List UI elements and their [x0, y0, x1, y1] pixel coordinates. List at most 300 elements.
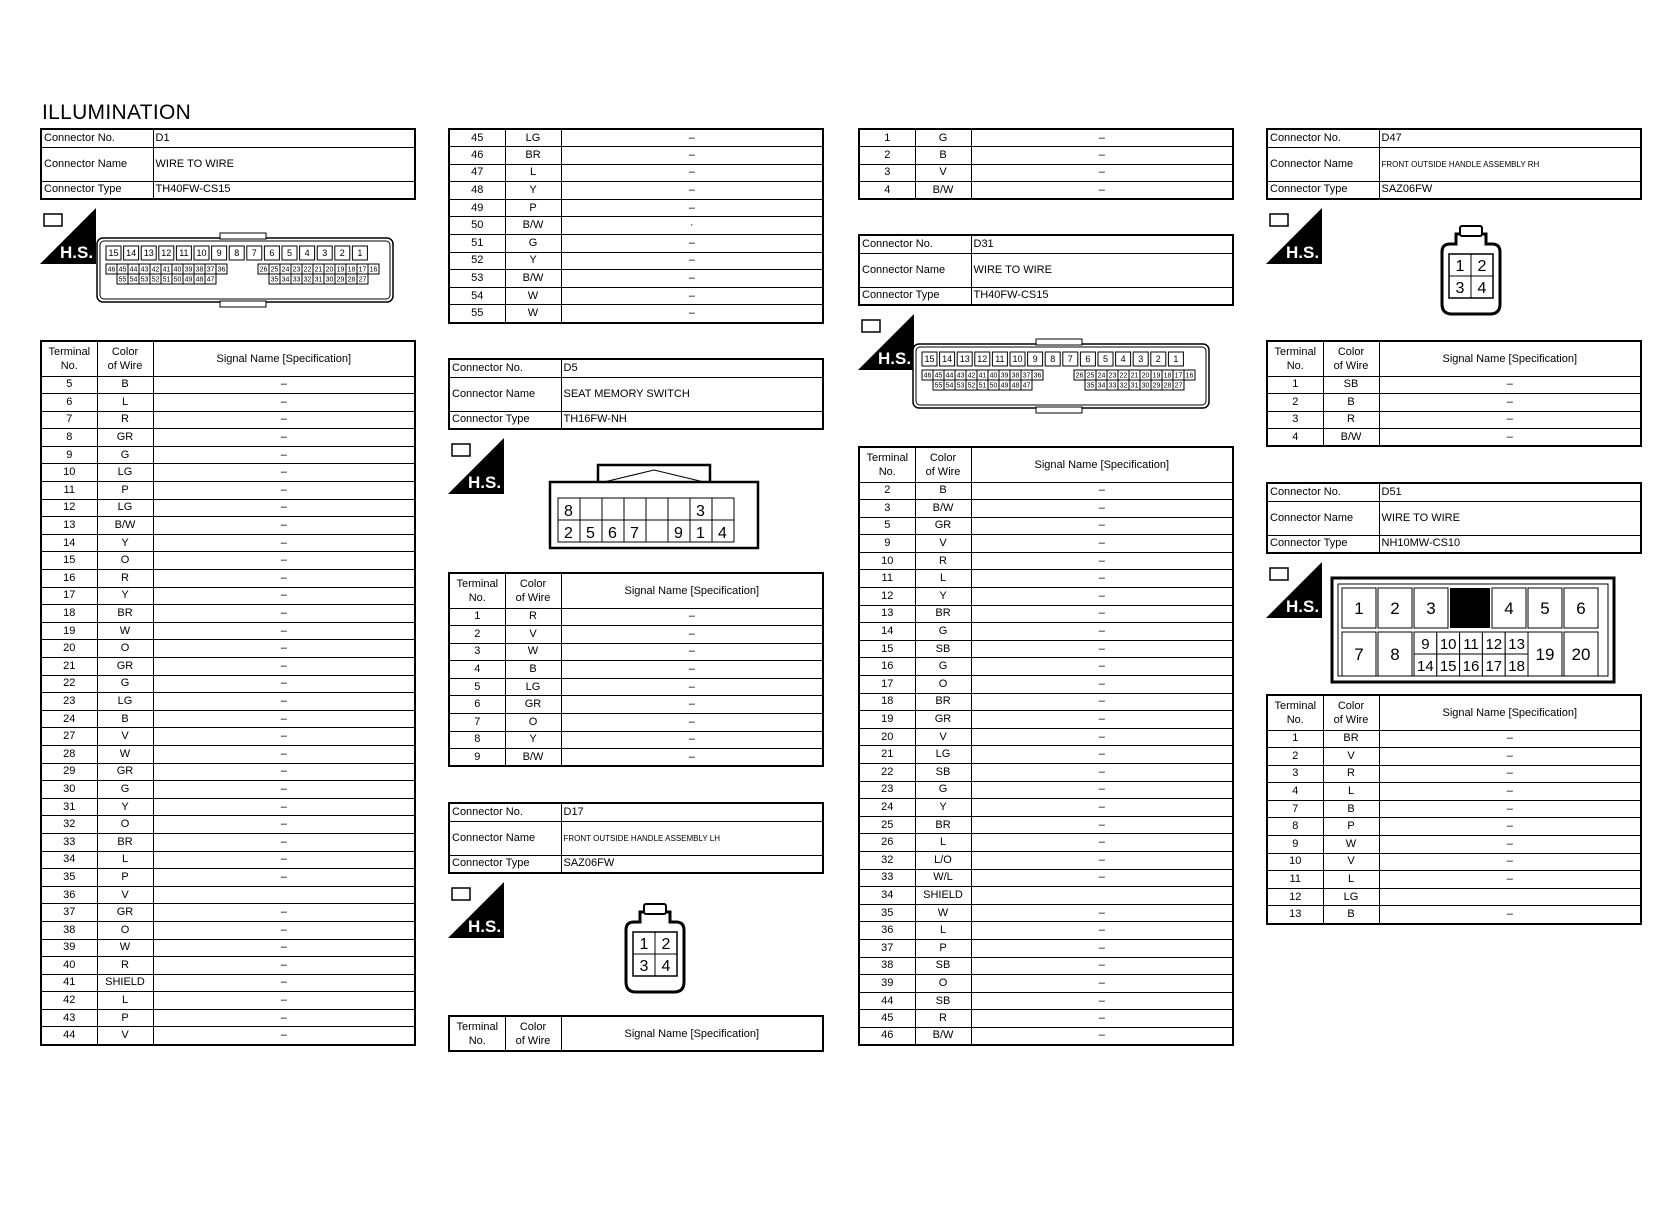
terminal-no: 12: [859, 588, 915, 606]
header-terminal-no: Terminal No.: [41, 341, 97, 376]
terminal-no: 10: [41, 464, 97, 482]
d1-continued-table: [448, 128, 824, 324]
connector-key: [604, 470, 704, 482]
header-color-of-wire: Color of Wire: [505, 1016, 561, 1051]
pin-number: 42: [967, 372, 976, 380]
pin-number: 18: [1163, 372, 1172, 380]
signal-name: [153, 886, 415, 904]
label: Connector Type: [41, 181, 153, 199]
terminal-no: 29: [41, 763, 97, 781]
wire-color: Y: [505, 252, 561, 270]
pin-number: 22: [303, 266, 312, 274]
signal-name: –: [971, 1027, 1233, 1045]
d51-connector-name: WIRE TO WIRE: [1379, 501, 1641, 535]
pin-number: 2: [564, 525, 573, 542]
wire-color: SB: [915, 957, 971, 975]
table-row: [449, 305, 823, 323]
wire-color: G: [915, 781, 971, 799]
pin-number: 14: [942, 354, 953, 365]
signal-name: –: [153, 587, 415, 605]
label: Connector Type: [449, 855, 561, 873]
signal-name: –: [153, 411, 415, 429]
label: Connector Type: [449, 411, 561, 429]
signal-name: –: [971, 482, 1233, 500]
table-row: [1267, 376, 1641, 394]
terminal-no: 26: [859, 834, 915, 852]
terminal-no: 1: [859, 129, 915, 147]
pin-number: 29: [1152, 382, 1161, 390]
signal-name: –: [561, 608, 823, 626]
signal-name: –: [1379, 906, 1641, 924]
pin-number: 17: [1174, 372, 1183, 380]
table-row: [1267, 800, 1641, 818]
pin-number: 55: [934, 382, 943, 390]
wire-color: P: [97, 1009, 153, 1027]
signal-name: –: [1379, 783, 1641, 801]
signal-name: –: [561, 305, 823, 323]
pin-number: 2: [661, 936, 671, 953]
signal-name: –: [153, 974, 415, 992]
table-row: [859, 552, 1233, 570]
signal-name: –: [1379, 765, 1641, 783]
terminal-no: 17: [859, 676, 915, 694]
wire-color: P: [505, 199, 561, 217]
hs-label: H.S.: [468, 473, 502, 492]
pin-number: 25: [270, 266, 279, 274]
terminal-no: 8: [41, 429, 97, 447]
terminal-no: 35: [41, 869, 97, 887]
wire-color: SB: [915, 992, 971, 1010]
terminal-no: 37: [859, 939, 915, 957]
pin-number: 13: [143, 248, 154, 259]
pin-number: 3: [639, 958, 649, 975]
connector-latch: [644, 904, 666, 914]
signal-name: –: [153, 429, 415, 447]
d1-info-table: [40, 128, 416, 200]
wire-color: W: [97, 622, 153, 640]
signal-name: –: [971, 1010, 1233, 1028]
header-terminal-no: Terminal No.: [1267, 695, 1323, 730]
pin-number: 49: [1000, 382, 1009, 390]
pin-number: 4: [1120, 354, 1126, 365]
pin-number: 15: [108, 248, 119, 259]
terminal-no: 27: [41, 728, 97, 746]
wire-color: SB: [1323, 376, 1379, 394]
signal-name: –: [971, 957, 1233, 975]
pin-number: 1: [1455, 258, 1465, 275]
page-title: ILLUMINATION: [42, 101, 192, 124]
terminal-no: 20: [859, 728, 915, 746]
d5-connector-no: D5: [561, 359, 823, 377]
table-row: [41, 781, 415, 799]
pin-number: 32: [1119, 382, 1128, 390]
wire-color: GR: [97, 658, 153, 676]
signal-name: –: [971, 129, 1233, 147]
table-row: [1267, 411, 1641, 429]
wire-color: V: [97, 1027, 153, 1045]
d1-terminal-table: [40, 340, 416, 1046]
pin-number: 9: [674, 525, 683, 542]
wire-color: BR: [97, 833, 153, 851]
table-row: [1267, 853, 1641, 871]
terminal-no: 2: [449, 626, 505, 644]
wire-color: B/W: [1323, 429, 1379, 447]
label: Connector Type: [1267, 181, 1379, 199]
terminal-no: 45: [449, 129, 505, 147]
wire-color: BR: [505, 147, 561, 165]
signal-name: –: [561, 199, 823, 217]
signal-name: –: [153, 939, 415, 957]
terminal-no: 3: [859, 500, 915, 518]
pin-number: 10: [1439, 636, 1457, 653]
terminal-no: 22: [41, 675, 97, 693]
table-row: [859, 605, 1233, 623]
d31-info-table: [858, 234, 1234, 306]
terminal-no: 9: [41, 446, 97, 464]
pin-number: 52: [151, 276, 160, 284]
d17-terminal-table-header: [448, 1015, 824, 1052]
wire-color: V: [915, 535, 971, 553]
wire-color: R: [505, 608, 561, 626]
terminal-no: 23: [859, 781, 915, 799]
terminal-no: 32: [41, 816, 97, 834]
pin-number: 28: [1163, 382, 1172, 390]
signal-name: –: [561, 731, 823, 749]
signal-name: –: [971, 535, 1233, 553]
signal-name: –: [153, 376, 415, 394]
d5-info: [448, 358, 824, 430]
table-row: [449, 164, 823, 182]
terminal-no: 42: [41, 992, 97, 1010]
pin-number: 6: [269, 248, 275, 259]
signal-name: –: [153, 605, 415, 623]
connector-latch: [1036, 407, 1082, 413]
pin-number: 35: [270, 276, 279, 284]
wire-color: R: [1323, 411, 1379, 429]
pin-number: 4: [304, 248, 310, 259]
pin-number: 3: [1138, 354, 1144, 365]
terminal-no: 35: [859, 904, 915, 922]
pin-number: 12: [161, 248, 172, 259]
wire-color: B: [1323, 906, 1379, 924]
pin-number: 11: [995, 354, 1005, 365]
wire-color: BR: [1323, 730, 1379, 748]
wire-color: Y: [97, 587, 153, 605]
header-signal-name: Signal Name [Specification]: [561, 1016, 823, 1051]
terminal-no: 3: [1267, 411, 1323, 429]
pin-number: 5: [1540, 599, 1550, 618]
table-row: [41, 1009, 415, 1027]
signal-name: –: [153, 728, 415, 746]
pin-number: 51: [978, 382, 987, 390]
table-row: [859, 640, 1233, 658]
terminal-no: 17: [41, 587, 97, 605]
signal-name: –: [561, 626, 823, 644]
wire-color: V: [915, 164, 971, 182]
pin-number: 1: [639, 936, 649, 953]
pin-number: 39: [1000, 372, 1009, 380]
terminal-no: 44: [41, 1027, 97, 1045]
d17-connector-name: FRONT OUTSIDE HANDLE ASSEMBLY LH: [561, 821, 823, 855]
d47-connector-no: D47: [1379, 129, 1641, 147]
terminal-no: 46: [859, 1027, 915, 1045]
wire-color: L: [97, 992, 153, 1010]
signal-name: –: [971, 676, 1233, 694]
terminal-no: 19: [41, 622, 97, 640]
signal-name: –: [1379, 853, 1641, 871]
table-row: [1267, 818, 1641, 836]
signal-name: –: [153, 622, 415, 640]
terminal-no: 14: [41, 534, 97, 552]
table-row: [41, 921, 415, 939]
terminal-no: 5: [41, 376, 97, 394]
signal-name: –: [561, 749, 823, 767]
signal-name: –: [153, 693, 415, 711]
pin-number: 31: [1130, 382, 1139, 390]
pin-number: 3: [1426, 599, 1436, 618]
terminal-no: 12: [41, 499, 97, 517]
pin-number: 16: [1462, 658, 1480, 675]
table-header: [1267, 341, 1641, 376]
d17-connector-diagram: [622, 902, 688, 1005]
table-row: [41, 499, 415, 517]
wire-color: LG: [915, 746, 971, 764]
signal-name: –: [561, 287, 823, 305]
pin-number: 1: [1354, 599, 1364, 618]
terminal-no: 11: [1267, 871, 1323, 889]
pin-number: 44: [945, 372, 954, 380]
table-row: [859, 482, 1233, 500]
signal-name: ·: [561, 217, 823, 235]
pin-number: 7: [630, 525, 639, 542]
wire-color: G: [97, 446, 153, 464]
table-row: [859, 816, 1233, 834]
wire-color: B/W: [505, 217, 561, 235]
signal-name: –: [561, 714, 823, 732]
connector-latch: [1036, 339, 1082, 345]
signal-name: –: [153, 921, 415, 939]
terminal-no: 16: [859, 658, 915, 676]
table-row: [859, 658, 1233, 676]
d51-info: [1266, 482, 1642, 554]
pin-number: 47: [206, 276, 215, 284]
pin-number: 38: [1011, 372, 1020, 380]
table-row: [41, 798, 415, 816]
table-row: [41, 957, 415, 975]
wire-color: GR: [915, 517, 971, 535]
wire-color: B: [505, 661, 561, 679]
pin-number: 34: [281, 276, 290, 284]
signal-name: –: [561, 164, 823, 182]
wire-color: O: [97, 640, 153, 658]
d31-terminal-table: [858, 446, 1234, 1046]
pin-number: 4: [1504, 599, 1514, 618]
pin-number: 21: [314, 266, 323, 274]
d47-info: [1266, 128, 1642, 200]
wire-color: GR: [505, 696, 561, 714]
terminal-no: 7: [1267, 800, 1323, 818]
wire-color: LG: [505, 129, 561, 147]
signal-name: –: [561, 270, 823, 288]
pin-number: 11: [1463, 636, 1479, 653]
pin-number: 52: [967, 382, 976, 390]
wire-color: BR: [915, 605, 971, 623]
terminal-no: 10: [859, 552, 915, 570]
terminal-no: 32: [859, 851, 915, 869]
table-row: [41, 833, 415, 851]
table-row: [1267, 888, 1641, 906]
pin-number: 23: [1108, 372, 1117, 380]
pin-number: 30: [325, 276, 334, 284]
wire-color: O: [97, 552, 153, 570]
terminal-no: 11: [859, 570, 915, 588]
signal-name: –: [971, 975, 1233, 993]
wire-color: L: [97, 851, 153, 869]
table-row: [859, 1010, 1233, 1028]
pin-number: 50: [989, 382, 998, 390]
terminal-no: 13: [1267, 906, 1323, 924]
wire-color: BR: [915, 693, 971, 711]
table-row: [859, 182, 1233, 200]
wire-color: B/W: [915, 500, 971, 518]
pin-number: 43: [140, 266, 149, 274]
terminal-no: 3: [859, 164, 915, 182]
wire-color: W: [505, 305, 561, 323]
terminal-no: 20: [41, 640, 97, 658]
wire-color: P: [97, 869, 153, 887]
signal-name: –: [153, 534, 415, 552]
label: Connector Name: [449, 377, 561, 411]
signal-name: –: [153, 833, 415, 851]
pin-number: 40: [173, 266, 182, 274]
pin-number: 54: [945, 382, 954, 390]
terminal-no: 8: [1267, 818, 1323, 836]
table-row: [41, 904, 415, 922]
d1-connector-no: D1: [153, 129, 415, 147]
d1-connector-name: WIRE TO WIRE: [153, 147, 415, 181]
table-row: [859, 904, 1233, 922]
table-row: [859, 922, 1233, 940]
terminal-no: 44: [859, 992, 915, 1010]
terminal-no: 1: [1267, 730, 1323, 748]
pin-number: 15: [924, 354, 935, 365]
pin-number: 18: [347, 266, 356, 274]
table-row: [41, 886, 415, 904]
signal-name: –: [1379, 394, 1641, 412]
pin-number: 44: [129, 266, 138, 274]
header-color-of-wire: Color of Wire: [505, 573, 561, 608]
table-row: [449, 678, 823, 696]
hs-label: H.S.: [1286, 597, 1320, 616]
pin-number: 27: [1174, 382, 1183, 390]
wire-color: V: [97, 886, 153, 904]
table-row: [41, 992, 415, 1010]
terminal-no: 2: [1267, 394, 1323, 412]
pin-number: 36: [217, 266, 226, 274]
signal-name: –: [971, 711, 1233, 729]
table-header: [449, 1016, 823, 1051]
header-color-of-wire: Color of Wire: [97, 341, 153, 376]
wire-color: R: [97, 957, 153, 975]
terminal-no: 9: [1267, 836, 1323, 854]
table-row: [449, 235, 823, 253]
wire-color: B: [97, 710, 153, 728]
signal-name: –: [153, 1027, 415, 1045]
pin-cell: [580, 498, 602, 520]
wire-color: LG: [97, 693, 153, 711]
signal-name: –: [1379, 800, 1641, 818]
connector-latch: [1460, 226, 1482, 236]
signal-name: –: [153, 570, 415, 588]
wire-color: V: [505, 626, 561, 644]
terminal-no: 52: [449, 252, 505, 270]
signal-name: –: [1379, 836, 1641, 854]
table-row: [449, 182, 823, 200]
terminal-no: 33: [41, 833, 97, 851]
pin-number: 16: [1185, 372, 1194, 380]
signal-name: [1379, 888, 1641, 906]
table-row: [449, 696, 823, 714]
terminal-no: 9: [449, 749, 505, 767]
pin-number: 45: [118, 266, 127, 274]
wire-color: G: [915, 623, 971, 641]
pin-number: 3: [1455, 280, 1465, 297]
wire-color: O: [915, 676, 971, 694]
table-row: [859, 957, 1233, 975]
table-row: [41, 622, 415, 640]
d31-connector-diagram: [912, 338, 1212, 423]
wire-color: O: [505, 714, 561, 732]
signal-name: –: [153, 658, 415, 676]
pin-number: 36: [1033, 372, 1042, 380]
signal-name: –: [971, 658, 1233, 676]
pin-number: 4: [718, 525, 727, 542]
wire-color: SB: [915, 764, 971, 782]
terminal-no: 40: [41, 957, 97, 975]
terminal-no: 2: [1267, 748, 1323, 766]
table-row: [859, 535, 1233, 553]
table-header: [449, 573, 823, 608]
wire-color: V: [1323, 853, 1379, 871]
wire-color: B/W: [97, 517, 153, 535]
terminal-no: 9: [859, 535, 915, 553]
wire-color: B: [915, 147, 971, 165]
header-color-of-wire: Color of Wire: [1323, 695, 1379, 730]
wire-color: Y: [915, 799, 971, 817]
terminal-no: 10: [1267, 853, 1323, 871]
pin-cell: [624, 498, 646, 520]
terminal-no: 4: [1267, 783, 1323, 801]
pin-number: 11: [179, 248, 189, 259]
wire-color: SB: [915, 640, 971, 658]
pin-number: 47: [1022, 382, 1031, 390]
table-row: [859, 887, 1233, 905]
table-row: [41, 851, 415, 869]
d47-connector-name: FRONT OUTSIDE HANDLE ASSEMBLY RH: [1379, 147, 1641, 181]
signal-name: –: [971, 764, 1233, 782]
pin-number: 12: [977, 354, 988, 365]
terminal-no: 37: [41, 904, 97, 922]
table-row: [859, 834, 1233, 852]
table-row: [41, 974, 415, 992]
pin-number: 18: [1508, 658, 1525, 675]
signal-name: –: [1379, 429, 1641, 447]
hs-label: H.S.: [468, 917, 502, 936]
table-row: [41, 429, 415, 447]
signal-name: –: [153, 957, 415, 975]
signal-name: –: [971, 570, 1233, 588]
wire-color: B/W: [505, 270, 561, 288]
